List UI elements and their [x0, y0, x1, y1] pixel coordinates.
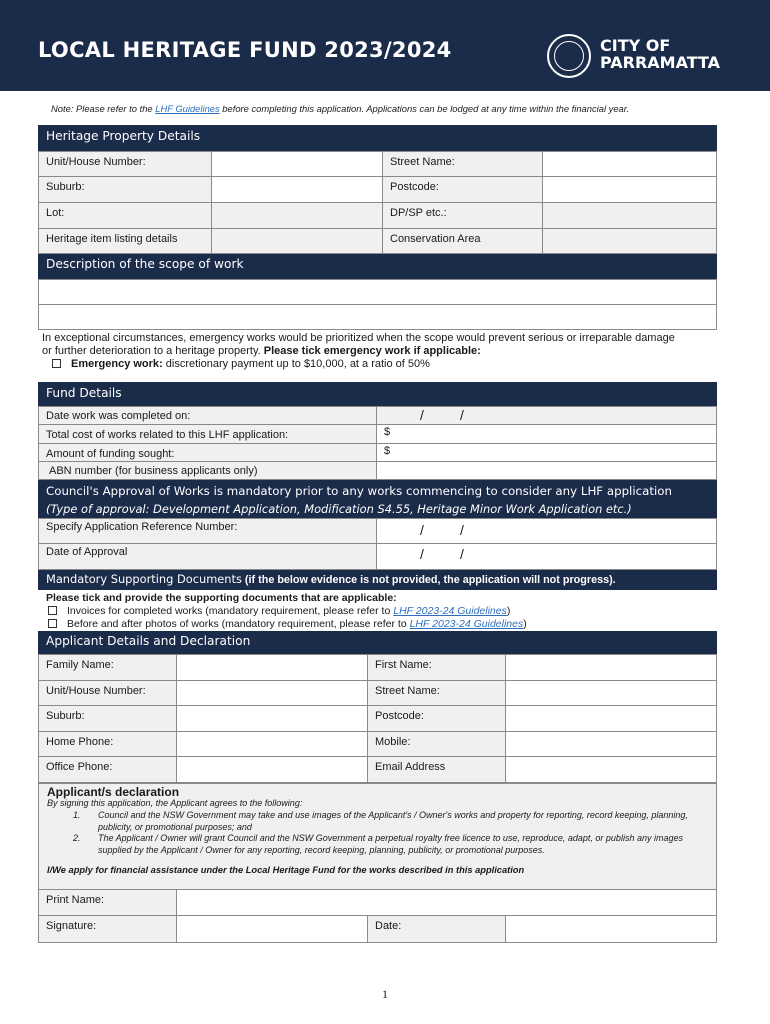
emergency-instruction: Please tick emergency work if applicable: — [263, 345, 481, 357]
office-phone-input[interactable] — [176, 756, 368, 783]
section-applicant-details: Applicant Details and Declaration — [38, 631, 717, 654]
applicant-postcode-label: Postcode: — [367, 705, 506, 732]
fund-details-table — [38, 406, 717, 480]
postcode-input[interactable] — [542, 176, 717, 203]
declaration-item-1 — [73, 810, 703, 833]
document-item-photos — [46, 618, 716, 631]
applicant-street-label: Street Name: — [367, 680, 506, 706]
emergency-text-line2 — [42, 345, 717, 358]
section-heritage-property: Heritage Property Details — [38, 125, 717, 151]
suburb-input[interactable] — [211, 176, 383, 203]
abn-input[interactable] — [376, 461, 717, 480]
documents-warning: (if the below evidence is not provided, the application will not progress). — [241, 574, 616, 586]
applicant-unit-label: Unit/House Number: — [38, 680, 177, 706]
applicant-postcode-input[interactable] — [505, 705, 717, 732]
applicant-suburb-label: Suburb: — [38, 705, 177, 732]
emergency-info — [42, 332, 717, 371]
emergency-text-part: or further deterioration to a heritage property. — [42, 345, 264, 357]
scope-input-line-1[interactable] — [38, 279, 717, 305]
amount-sought-label: Amount of funding sought: — [38, 443, 377, 462]
photos-checkbox[interactable] — [48, 619, 57, 628]
lot-label: Lot: — [38, 202, 212, 229]
approval-heading: Council's Approval of Works is mandatory prior to any works commencing to consider any LHF application — [46, 484, 672, 498]
date-separator: / — [460, 407, 464, 423]
approval-subheading: (Type of approval: Development Application, Modification S4.55, Heritage Minor Work Application etc.) — [46, 502, 632, 516]
scope-input-line-2[interactable] — [38, 304, 717, 330]
invoices-guidelines-link[interactable]: LHF 2023-24 Guidelines — [393, 605, 507, 617]
approval-table — [38, 518, 717, 570]
date-separator: / — [420, 546, 424, 562]
mobile-input[interactable] — [505, 731, 717, 757]
home-phone-input[interactable] — [176, 731, 368, 757]
office-phone-label: Office Phone: — [38, 756, 177, 783]
unit-input[interactable] — [211, 151, 383, 177]
declaration-item-2 — [73, 833, 703, 856]
declaration-intro: By signing this application, the Applicant agrees to the following: — [47, 798, 303, 808]
photos-close: ) — [523, 618, 527, 630]
documents-instruction: Please tick and provide the supporting documents that are applicable: — [46, 592, 397, 604]
document-item-invoices — [46, 605, 716, 618]
page-number: 1 — [382, 987, 388, 1001]
date-completed-input[interactable] — [376, 406, 717, 425]
total-cost-input[interactable]: $ — [376, 424, 717, 444]
emergency-option-desc: discretionary payment up to $10,000, at a ratio of 50% — [162, 358, 430, 370]
mobile-label: Mobile: — [367, 731, 506, 757]
section-council-approval — [38, 480, 717, 518]
email-input[interactable] — [505, 756, 717, 783]
reference-number-label: Specify Application Reference Number: — [38, 518, 377, 544]
signature-input[interactable] — [176, 915, 368, 943]
guidelines-note — [51, 103, 629, 114]
emergency-option — [42, 358, 717, 371]
conservation-label: Conservation Area — [382, 228, 543, 254]
city-seal-inner — [554, 41, 584, 71]
signature-date-label: Date: — [367, 915, 506, 943]
logo-line-1: CITY OF — [600, 36, 671, 55]
approval-date-input[interactable] — [376, 543, 717, 570]
declaration-item-1-number: 1. — [73, 810, 81, 820]
print-name-label: Print Name: — [38, 889, 177, 916]
applicant-suburb-input[interactable] — [176, 705, 368, 732]
page-header — [0, 0, 770, 91]
date-separator: / — [420, 407, 424, 423]
note-text-after: before completing this application. Applications can be lodged at any time within the financial year. — [219, 103, 630, 114]
lot-input[interactable] — [211, 202, 383, 229]
declaration-item-2-number: 2. — [73, 833, 81, 843]
street-label: Street Name: — [382, 151, 543, 177]
heritage-property-table — [38, 151, 717, 254]
first-name-input[interactable] — [505, 654, 717, 681]
postcode-label: Postcode: — [382, 176, 543, 203]
emergency-option-label: Emergency work: — [71, 358, 163, 370]
declaration-item-1-text: Council and the NSW Government may take and use images of the Applicant's / Owner's works and property for reporting, record keeping, planning, publicity, or promotional purposes; and — [98, 810, 688, 832]
emergency-checkbox[interactable] — [52, 359, 61, 368]
signature-date-input[interactable] — [505, 915, 717, 943]
date-completed-label: Date work was completed on: — [38, 406, 377, 425]
section-fund-details: Fund Details — [38, 382, 717, 406]
conservation-input[interactable] — [542, 228, 717, 254]
council-logo-text — [600, 37, 720, 71]
family-name-input[interactable] — [176, 654, 368, 681]
note-text-before: Note: Please refer to the — [51, 103, 156, 114]
section-scope-of-work: Description of the scope of work — [38, 254, 717, 279]
section-supporting-documents — [38, 570, 717, 590]
logo-line-2: PARRAMATTA — [600, 53, 721, 72]
applicant-declaration — [38, 783, 717, 890]
photos-guidelines-link[interactable]: LHF 2023-24 Guidelines — [409, 618, 524, 630]
dpsp-input[interactable] — [542, 202, 717, 229]
invoices-text: Invoices for completed works (mandatory requirement, please refer to — [67, 605, 394, 617]
amount-sought-input[interactable]: $ — [376, 443, 717, 462]
home-phone-label: Home Phone: — [38, 731, 177, 757]
declaration-apply-statement: I/We apply for financial assistance under the Local Heritage Fund for the works described in this application — [47, 865, 525, 875]
date-separator: / — [460, 546, 464, 562]
date-separator: / — [420, 522, 424, 538]
invoices-checkbox[interactable] — [48, 606, 57, 615]
listing-input[interactable] — [211, 228, 383, 254]
email-label: Email Address — [367, 756, 506, 783]
signature-table — [38, 889, 717, 943]
applicant-table — [38, 654, 717, 783]
supporting-documents-list — [46, 592, 716, 631]
invoices-close: ) — [506, 605, 511, 617]
applicant-street-input[interactable] — [505, 680, 717, 706]
applicant-unit-input[interactable] — [176, 680, 368, 706]
total-cost-label: Total cost of works related to this LHF application: — [38, 424, 377, 444]
family-name-label: Family Name: — [38, 654, 177, 681]
form-title: LOCAL HERITAGE FUND 2023/2024 — [38, 38, 452, 62]
city-seal-icon — [547, 34, 591, 78]
approval-date-label: Date of Approval — [38, 543, 377, 570]
declaration-item-2-text: The Applicant / Owner will grant Council and the NSW Government a perpetual royalty free licence to use, reproduce, adapt, or publish any images supplied by the Applicant / Owner for any reporting, record keeping, planning, publicity, or promotional purposes. — [98, 833, 683, 855]
guidelines-link[interactable]: LHF Guidelines — [155, 103, 220, 114]
listing-label: Heritage item listing details — [38, 228, 212, 254]
first-name-label: First Name: — [367, 654, 506, 681]
signature-label: Signature: — [38, 915, 177, 943]
photos-text: Before and after photos of works (mandatory requirement, please refer to — [67, 618, 410, 630]
documents-heading: Mandatory Supporting Documents — [46, 572, 242, 586]
reference-number-input[interactable] — [376, 518, 717, 544]
print-name-input[interactable] — [176, 889, 717, 916]
dpsp-label: DP/SP etc.: — [382, 202, 543, 229]
declaration-title: Applicant/s declaration — [47, 785, 180, 799]
abn-label: ABN number (for business applicants only) — [38, 461, 377, 480]
unit-label: Unit/House Number: — [38, 151, 212, 177]
date-separator: / — [460, 522, 464, 538]
emergency-text-line1: In exceptional circumstances, emergency works would be prioritized when the scope would prevent serious or irreparable damage — [42, 332, 675, 344]
street-input[interactable] — [542, 151, 717, 177]
suburb-label: Suburb: — [38, 176, 212, 203]
